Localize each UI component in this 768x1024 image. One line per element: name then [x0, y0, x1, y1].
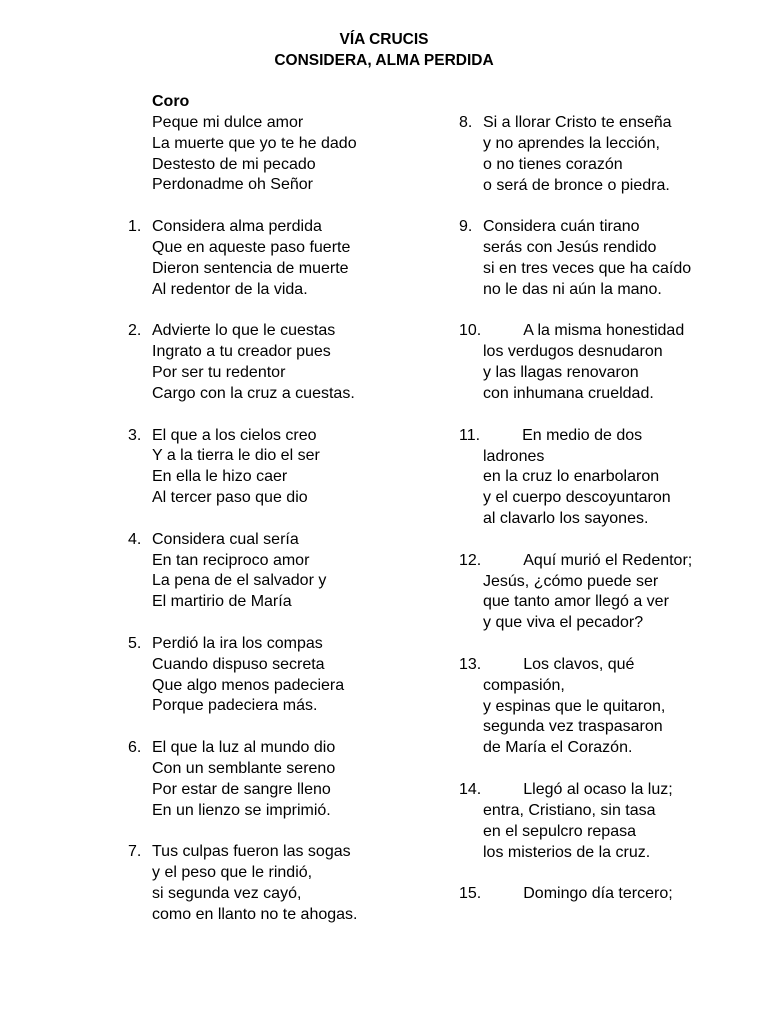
stanza	[459, 655, 759, 759]
stanza-number: 11.	[459, 426, 481, 444]
stanza-line: Cargo con la cruz a cuestas.	[152, 384, 355, 402]
stanza	[128, 217, 428, 300]
stanza	[128, 321, 428, 404]
stanza-line: o no tienes corazón	[483, 155, 623, 173]
stanza-line: si segunda vez cayó,	[152, 885, 302, 903]
stanza	[459, 113, 759, 196]
stanza-line: los misterios de la cruz.	[483, 843, 651, 861]
stanza-line: Cuando dispuso secreta	[152, 655, 325, 673]
stanza-line: A la misma honestidad	[523, 322, 685, 340]
stanza-line: Aquí murió el Redentor;	[523, 551, 693, 569]
stanza-line: Considera cuán tirano	[483, 218, 640, 236]
stanza-line: no le das ni aún la mano.	[483, 280, 662, 298]
stanza-line: de María el Corazón.	[483, 739, 633, 757]
stanza-line: La pena de el salvador y	[152, 572, 327, 590]
stanza-line: segunda vez traspasaron	[483, 718, 663, 736]
stanza-number: 12.	[459, 551, 482, 569]
stanza	[128, 738, 428, 821]
stanza-number: 8.	[459, 114, 473, 131]
stanza-line: Los clavos, qué	[523, 655, 635, 673]
left-stanza-list	[128, 217, 428, 926]
coro-stanza	[128, 92, 428, 196]
stanza-line: Advierte lo que le cuestas	[152, 322, 336, 340]
stanza-line: Porque padeciera más.	[152, 697, 318, 715]
stanza-line: El martirio de María	[152, 593, 292, 611]
stanza-line: La muerte que yo te he dado	[152, 134, 357, 152]
stanza-line: Que en aqueste paso fuerte	[152, 238, 351, 256]
stanza-line: Dieron sentencia de muerte	[152, 259, 349, 277]
stanza-line: En ella le hizo caer	[152, 468, 288, 486]
stanza-number: 15.	[459, 885, 482, 903]
stanza	[459, 551, 759, 634]
document-title: VÍA CRUCIS	[339, 31, 429, 48]
stanza-line: Que algo menos padeciera	[152, 676, 345, 694]
stanza-line: y espinas que le quitaron,	[483, 697, 666, 715]
stanza-line: Ingrato a tu creador pues	[152, 343, 331, 361]
stanza-number: 5.	[128, 634, 142, 652]
stanza-number: 7.	[128, 843, 142, 861]
stanza	[459, 426, 759, 530]
stanza-line: Por estar de sangre lleno	[152, 780, 331, 798]
stanza-line: y que viva el pecador?	[483, 614, 644, 632]
stanza-number: 14.	[459, 781, 482, 798]
stanza	[459, 884, 759, 905]
stanza-line: Al tercer paso que dio	[152, 489, 308, 507]
stanza-line: Domingo día tercero;	[523, 885, 673, 903]
stanza-line: los verdugos desnudaron	[483, 343, 663, 361]
stanza	[128, 842, 428, 925]
stanza-line: Peque mi dulce amor	[152, 113, 304, 131]
stanza	[128, 426, 428, 509]
stanza-number: 10.	[459, 322, 482, 340]
stanza-line: Llegó al ocaso la luz;	[523, 781, 673, 798]
stanza-line: Y a la tierra le dio el ser	[152, 447, 320, 465]
stanza-line: Considera cual sería	[152, 530, 299, 548]
stanza	[128, 634, 428, 717]
stanza	[459, 780, 759, 863]
stanza-line: El que a los cielos creo	[152, 426, 317, 444]
stanza-line: Al redentor de la vida.	[152, 280, 308, 298]
stanza-number: 13.	[459, 655, 482, 673]
stanza-line: Considera alma perdida	[152, 218, 322, 236]
stanza-line: en el sepulcro repasa	[483, 822, 636, 840]
stanza-number: 2.	[128, 322, 142, 340]
stanza-line: serás con Jesús rendido	[483, 239, 657, 257]
right-stanza-list	[459, 113, 759, 905]
stanza-line: Destesto de mi pecado	[152, 155, 316, 173]
stanza-line: El que la luz al mundo dio	[152, 739, 336, 757]
stanza-number: 1.	[128, 218, 142, 236]
stanza-line: ladrones	[483, 447, 545, 465]
stanza-line: Perdió la ira los compas	[152, 634, 323, 652]
stanza-line: y no aprendes la lección,	[483, 134, 660, 152]
document-subtitle: CONSIDERA, ALMA PERDIDA	[274, 52, 494, 69]
stanza-line: Por ser tu redentor	[152, 363, 286, 381]
stanza-line: En un lienzo se imprimió.	[152, 801, 331, 819]
stanza-line: En tan reciproco amor	[152, 551, 310, 569]
stanza-line: Tus culpas fueron las sogas	[152, 843, 351, 861]
stanza-line: compasión,	[483, 676, 565, 694]
stanza-line: Con un semblante sereno	[152, 760, 336, 777]
stanza-line: como en llanto no te ahogas.	[152, 905, 358, 923]
stanza	[128, 530, 428, 613]
stanza-line: En medio de dos	[522, 426, 643, 444]
coro-label: Coro	[152, 93, 190, 110]
stanza-line: Jesús, ¿cómo puede ser	[483, 572, 659, 590]
right-column	[459, 113, 759, 926]
stanza-line: Perdonadme oh Señor	[152, 176, 313, 194]
stanza-number: 3.	[128, 426, 142, 444]
stanza-line: al clavarlo los sayones.	[483, 510, 649, 528]
stanza-line: si en tres veces que ha caído	[483, 259, 692, 277]
stanza-line: y las llagas renovaron	[483, 364, 639, 382]
stanza-line: que tanto amor llegó a ver	[483, 593, 669, 611]
stanza	[459, 321, 759, 404]
stanza-line: Si a llorar Cristo te enseña	[483, 114, 672, 131]
left-column	[128, 92, 428, 947]
stanza	[459, 217, 759, 300]
stanza-line: en la cruz lo enarbolaron	[483, 468, 660, 486]
stanza-line: y el cuerpo descoyuntaron	[483, 489, 671, 507]
stanza-number: 9.	[459, 218, 473, 236]
stanza-line: y el peso que le rindió,	[152, 864, 313, 882]
stanza-line: entra, Cristiano, sin tasa	[483, 801, 656, 819]
stanza-number: 6.	[128, 739, 142, 757]
stanza-line: con inhumana crueldad.	[483, 384, 654, 402]
stanza-number: 4.	[128, 530, 142, 548]
stanza-line: o será de bronce o piedra.	[483, 176, 670, 194]
